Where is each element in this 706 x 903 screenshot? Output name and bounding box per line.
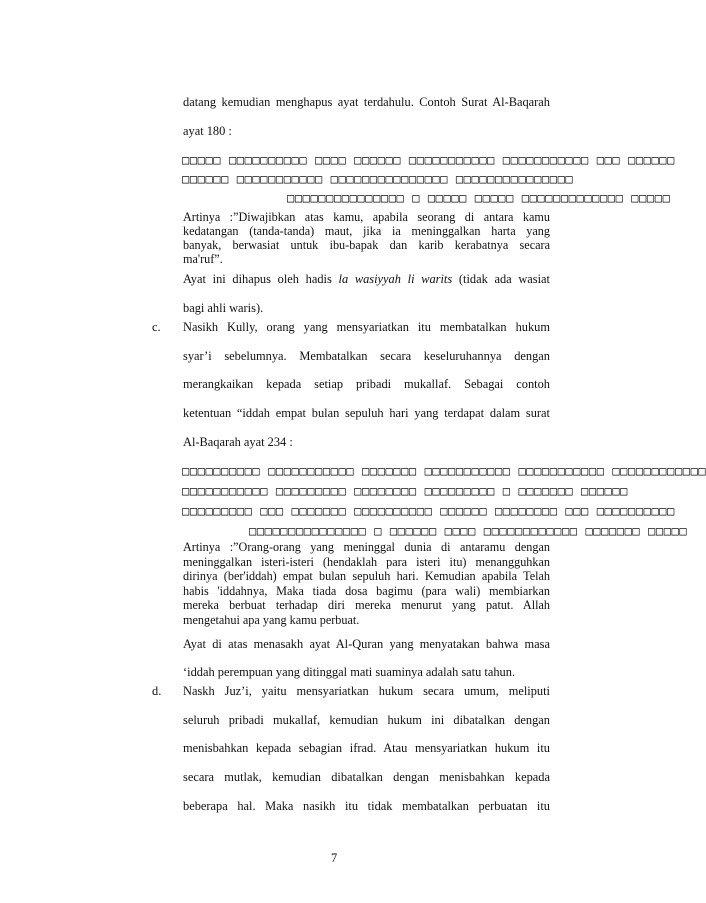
body-line — [183, 273, 550, 285]
body-line: Al-Baqarah ayat 234 : — [183, 435, 293, 449]
arabic-verse-line: □□□□□□□□□□ □□□□□□□□□□□ □□□□□□□ □□□□□□□□□□□ □□□□□□□□□□□ □□□□□□□□□□□□ — [182, 464, 706, 478]
body-line: Naskh Juz’i, yaitu mensyariatkan hukum secara umum, meliputi — [183, 684, 550, 698]
list-marker: c. — [152, 320, 161, 334]
arabic-verse-line: □□□□□□ □□□□□□□□□□□ □□□□□□□□□□□□□□□ □□□□□□□□□□□□□□□ — [182, 172, 574, 186]
translation-line: ma'ruf”. — [183, 252, 223, 266]
arabic-verse-line: □□□□□□□□□□□ □□□□□□□□□ □□□□□□□□ □□□□□□□□□ □ □□□□□□□ □□□□□□ — [182, 484, 629, 498]
translation-line: Artinya :”Diwajibkan atas kamu, apabila seorang di antara kamu — [183, 210, 550, 224]
body-line: secara mutlak, kemudian dibatalkan dengan menisbahkan kepada — [183, 770, 550, 784]
translation-line: mereka berbuat terhadap diri mereka menurut yang patut. Allah — [183, 598, 550, 612]
body-line: merangkaikan kepada setiap pribadi mukallaf. Sebagai contoh — [183, 377, 550, 391]
body-line: menisbahkan kepada sebagian ifrad. Atau mensyariatkan hukum itu — [183, 741, 550, 755]
body-line: Ayat di atas menasakh ayat Al-Quran yang menyatakan bahwa masa — [183, 637, 550, 651]
body-line: bagi ahli waris). — [183, 301, 264, 315]
translation-line: mengetahui apa yang kamu perbuat. — [183, 613, 360, 627]
body-line: datang kemudian menghapus ayat terdahulu. Contoh Surat Al-Baqarah — [183, 95, 550, 109]
translation-line: Artinya :”Orang-orang yang meninggal dunia di antaramu dengan — [183, 540, 550, 554]
body-line: seluruh pribadi mukallaf, kemudian hukum ini dibatalkan dengan — [183, 713, 550, 727]
arabic-verse-line: □□□□□ □□□□□□□□□□ □□□□ □□□□□□ □□□□□□□□□□□ □□□□□□□□□□□ □□□ □□□□□□ — [182, 153, 675, 167]
translation-line: habis 'iddahnya, Maka tiada dosa bagimu (para wali) membiarkan — [183, 584, 550, 598]
page-number: 7 — [331, 851, 338, 865]
list-marker: d. — [152, 684, 162, 698]
body-line: Nasikh Kully, orang yang mensyariatkan itu membatalkan hukum — [183, 320, 550, 334]
body-line: beberapa hal. Maka nasikh itu tidak membatalkan perbuatan itu — [183, 799, 550, 813]
body-line: ‘iddah perempuan yang ditinggal mati suaminya adalah satu tahun. — [183, 665, 516, 679]
arabic-verse-line: □□□□□□□□□ □□□ □□□□□□□ □□□□□□□□□□ □□□□□□ □□□□□□□□ □□□ □□□□□□□□□□ — [182, 504, 675, 518]
body-line: ketentuan “iddah empat bulan sepuluh hari yang terdapat dalam surat — [183, 406, 550, 420]
translation-line: meninggalkan isteri-isteri (hendaklah para isteri itu) menangguhkan — [183, 555, 550, 569]
translation-line: kedatangan (tanda-tanda) maut, jika ia meninggalkan harta yang — [183, 224, 550, 238]
hadith-title: la wasiyyah li warits — [338, 272, 453, 286]
body-line: syar’i sebelumnya. Membatalkan secara keseluruhannya dengan — [183, 349, 550, 363]
arabic-verse-line: □□□□□□□□□□□□□□□ □ □□□□□□ □□□□ □□□□□□□□□□□□ □□□□□□□ □□□□□ — [249, 524, 688, 538]
translation-line: dirinya (ber'iddah) empat bulan sepuluh hari. Kemudian apabila Telah — [183, 569, 550, 583]
note-text: (tidak ada wasiat — [452, 272, 550, 286]
note-text: Ayat ini dihapus oleh hadis — [183, 272, 339, 286]
arabic-verse-line: □□□□□□□□□□□□□□□ □ □□□□□ □□□□□ □□□□□□□□□□□□□ □□□□□ — [287, 191, 671, 205]
translation-line: banyak, berwasiat untuk ibu-bapak dan karib kerabatnya secara — [183, 238, 550, 252]
body-line: ayat 180 : — [183, 124, 232, 138]
